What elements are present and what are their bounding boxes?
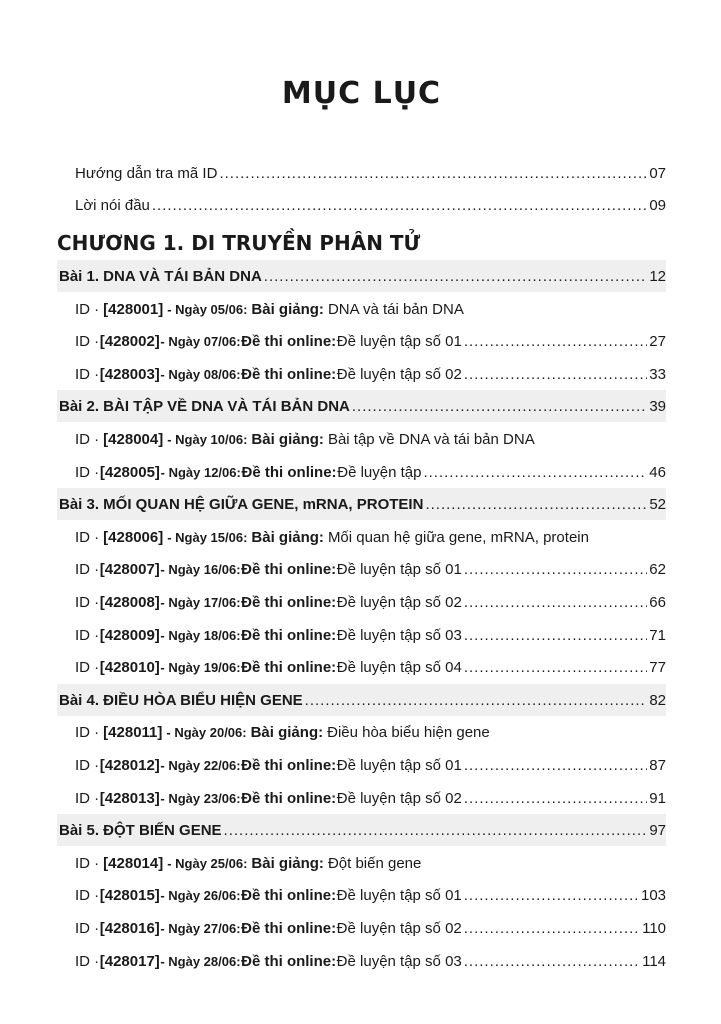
id-prefix: ID ·: [75, 593, 100, 611]
dot-leader: [464, 953, 640, 970]
entry-date: - Ngày 28/06:: [160, 953, 241, 969]
page-number: 46: [649, 463, 666, 481]
entry-date: - Ngày 05/06:: [167, 301, 248, 317]
dot-leader: [224, 822, 648, 839]
entry-date: - Ngày 12/06:: [160, 464, 241, 480]
entry-row[interactable]: [57, 358, 666, 390]
id-prefix: ID ·: [75, 430, 100, 448]
page-number: 39: [649, 397, 666, 415]
id-prefix: ID ·: [75, 528, 100, 546]
dot-leader: [464, 790, 647, 807]
entry-type: Bài giảng:: [251, 528, 324, 546]
entry-title: Đề luyện tập số 02: [336, 789, 462, 807]
entry-type: Bài giảng:: [251, 854, 324, 872]
entry-type: Đề thi online:: [241, 952, 337, 970]
dot-leader: [423, 464, 647, 481]
id-prefix: ID ·: [75, 886, 100, 904]
entry-date: - Ngày 27/06:: [160, 920, 241, 936]
chapter-heading: CHƯƠNG 1. DI TRUYỀN PHÂN TỬ: [57, 226, 666, 261]
entry-row[interactable]: [57, 847, 666, 879]
dot-leader: [464, 594, 647, 611]
entry-title: Đề luyện tập số 01: [336, 886, 462, 904]
entry-row[interactable]: [57, 521, 666, 553]
dot-leader: [464, 333, 647, 350]
entry-date: - Ngày 08/06:: [160, 366, 241, 382]
entry-title: Điều hòa biểu hiện gene: [327, 723, 490, 741]
entry-row[interactable]: [57, 782, 666, 814]
page-number: 114: [642, 952, 667, 970]
id-prefix: ID ·: [75, 560, 100, 578]
entry-title: Đề luyện tập số 01: [336, 560, 462, 578]
entry-title: Đề luyện tập số 04: [336, 658, 462, 676]
entry-id: [428015]: [99, 886, 160, 904]
dot-leader: [464, 561, 647, 578]
entry-type: Đề thi online:: [241, 886, 337, 904]
entry-title: Đề luyện tập số 03: [336, 952, 462, 970]
entry-date: - Ngày 26/06:: [160, 887, 241, 903]
entry-type: Đề thi online:: [241, 626, 337, 644]
dot-leader: [464, 887, 639, 904]
id-prefix: ID ·: [75, 658, 100, 676]
page-number: 09: [649, 196, 666, 214]
entry-row[interactable]: [57, 912, 666, 944]
entry-row[interactable]: [57, 749, 666, 781]
page-number: 103: [641, 886, 667, 904]
dot-leader: [152, 197, 647, 214]
entry-date: - Ngày 10/06:: [167, 431, 248, 447]
entry-id: [428001]: [103, 300, 164, 318]
entry-row[interactable]: [57, 423, 666, 455]
page-number: 97: [649, 821, 666, 839]
id-prefix: ID ·: [75, 300, 100, 318]
page-number: 07: [649, 164, 666, 182]
toc-intro-row[interactable]: [57, 189, 666, 221]
entry-title: Đề luyện tập số 01: [336, 756, 462, 774]
entry-type: Đề thi online:: [241, 593, 337, 611]
entry-id: [428011]: [103, 723, 163, 741]
entry-id: [428017]: [99, 952, 160, 970]
entry-date: - Ngày 20/06:: [166, 724, 247, 740]
entry-type: Đề thi online:: [241, 560, 337, 578]
toc-intro-label: Hướng dẫn tra mã ID: [75, 164, 218, 182]
page-number: 110: [642, 919, 667, 937]
entry-date: - Ngày 25/06:: [167, 855, 248, 871]
entry-id: [428008]: [99, 593, 160, 611]
entry-id: [428007]: [99, 560, 160, 578]
entry-title: Đề luyện tập số 02: [336, 919, 462, 937]
entry-row[interactable]: [57, 945, 666, 977]
entry-row[interactable]: [57, 586, 666, 618]
entry-type: Đề thi online:: [241, 789, 337, 807]
entry-type: Đề thi online:: [241, 365, 337, 383]
page-number: 52: [649, 495, 666, 513]
lesson-label: Bài 2. BÀI TẬP VỀ DNA VÀ TÁI BẢN DNA: [59, 397, 350, 415]
page-number: 82: [649, 691, 666, 709]
entry-id: [428013]: [99, 789, 160, 807]
entry-date: - Ngày 17/06:: [160, 594, 241, 610]
id-prefix: ID ·: [75, 365, 100, 383]
id-prefix: ID ·: [75, 756, 100, 774]
lesson-label: Bài 1. DNA VÀ TÁI BẢN DNA: [59, 267, 262, 285]
entry-title: Đề luyện tập số 02: [336, 365, 462, 383]
entry-title: Bài tập về DNA và tái bản DNA: [327, 430, 535, 448]
id-prefix: ID ·: [75, 463, 100, 481]
dot-leader: [464, 366, 647, 383]
dot-leader: [305, 692, 648, 709]
entry-type: Đề thi online:: [241, 463, 337, 481]
dot-leader: [425, 496, 647, 513]
id-prefix: ID ·: [75, 919, 100, 937]
lesson-row[interactable]: [57, 390, 666, 422]
page-number: 27: [649, 332, 666, 350]
dot-leader: [464, 627, 647, 644]
entry-title: Đề luyện tập số 03: [336, 626, 462, 644]
entry-date: - Ngày 15/06:: [167, 529, 248, 545]
entry-id: [428002]: [99, 332, 160, 350]
page-number: 66: [649, 593, 666, 611]
entry-type: Đề thi online:: [241, 756, 337, 774]
entry-id: [428010]: [99, 658, 160, 676]
dot-leader: [352, 398, 647, 415]
entry-id: [428009]: [99, 626, 160, 644]
entry-date: - Ngày 22/06:: [160, 757, 241, 773]
entry-title: DNA và tái bản DNA: [327, 300, 464, 318]
id-prefix: ID ·: [75, 952, 100, 970]
entry-row[interactable]: [57, 716, 666, 748]
entry-row[interactable]: [57, 293, 666, 325]
entry-id: [428016]: [99, 919, 160, 937]
entry-date: - Ngày 18/06:: [160, 627, 241, 643]
entry-title: Đề luyện tập: [337, 463, 422, 481]
entry-type: Bài giảng:: [251, 300, 324, 318]
page-number: 62: [649, 560, 666, 578]
entry-row[interactable]: [57, 325, 666, 357]
entry-title: Đề luyện tập số 01: [336, 332, 462, 350]
dot-leader: [264, 268, 648, 285]
id-prefix: ID ·: [75, 854, 100, 872]
page-title: MỤC LỤC: [281, 76, 442, 111]
entry-id: [428004]: [103, 430, 164, 448]
entry-date: - Ngày 16/06:: [160, 561, 241, 577]
entry-row[interactable]: [57, 619, 666, 651]
entry-row[interactable]: [57, 879, 666, 911]
entry-row[interactable]: [57, 456, 666, 488]
page-number: 91: [649, 789, 666, 807]
entry-title: Mối quan hệ giữa gene, mRNA, protein: [327, 528, 589, 546]
entry-id: [428003]: [99, 365, 160, 383]
id-prefix: ID ·: [75, 789, 100, 807]
dot-leader: [464, 757, 647, 774]
entry-date: - Ngày 07/06:: [160, 333, 241, 349]
entry-date: - Ngày 19/06:: [160, 659, 241, 675]
entry-id: [428014]: [103, 854, 164, 872]
entry-row[interactable]: [57, 553, 666, 585]
lesson-row[interactable]: [57, 260, 666, 292]
entry-row[interactable]: [57, 651, 666, 683]
page-number: 87: [649, 756, 666, 774]
entry-type: Đề thi online:: [241, 332, 337, 350]
entry-id: [428012]: [99, 756, 160, 774]
page-number: 33: [649, 365, 666, 383]
dot-leader: [464, 659, 647, 676]
lesson-row[interactable]: [57, 488, 666, 520]
lesson-label: Bài 5. ĐỘT BIẾN GENE: [59, 821, 222, 839]
page-number: 12: [649, 267, 666, 285]
page-number: 71: [649, 626, 666, 644]
entry-id: [428006]: [103, 528, 164, 546]
entry-date: - Ngày 23/06:: [160, 790, 241, 806]
id-prefix: ID ·: [75, 723, 100, 741]
dot-leader: [219, 165, 647, 182]
entry-title: Đột biến gene: [327, 854, 422, 872]
entry-type: Bài giảng:: [251, 430, 324, 448]
entry-type: Bài giảng:: [250, 723, 324, 741]
page-number: 77: [649, 658, 666, 676]
entry-type: Đề thi online:: [241, 658, 337, 676]
lesson-row[interactable]: [57, 684, 666, 716]
lesson-label: Bài 3. MỐI QUAN HỆ GIỮA GENE, mRNA, PROTEIN: [59, 495, 424, 513]
id-prefix: ID ·: [75, 626, 100, 644]
dot-leader: [464, 920, 640, 937]
id-prefix: ID ·: [75, 332, 100, 350]
toc-intro-label: Lời nói đầu: [75, 196, 150, 214]
lesson-row[interactable]: [57, 814, 666, 846]
entry-type: Đề thi online:: [241, 919, 337, 937]
entry-title: Đề luyện tập số 02: [336, 593, 462, 611]
lesson-label: Bài 4. ĐIỀU HÒA BIỂU HIỆN GENE: [59, 691, 303, 709]
toc-intro-row[interactable]: [57, 157, 666, 189]
entry-id: [428005]: [99, 463, 160, 481]
